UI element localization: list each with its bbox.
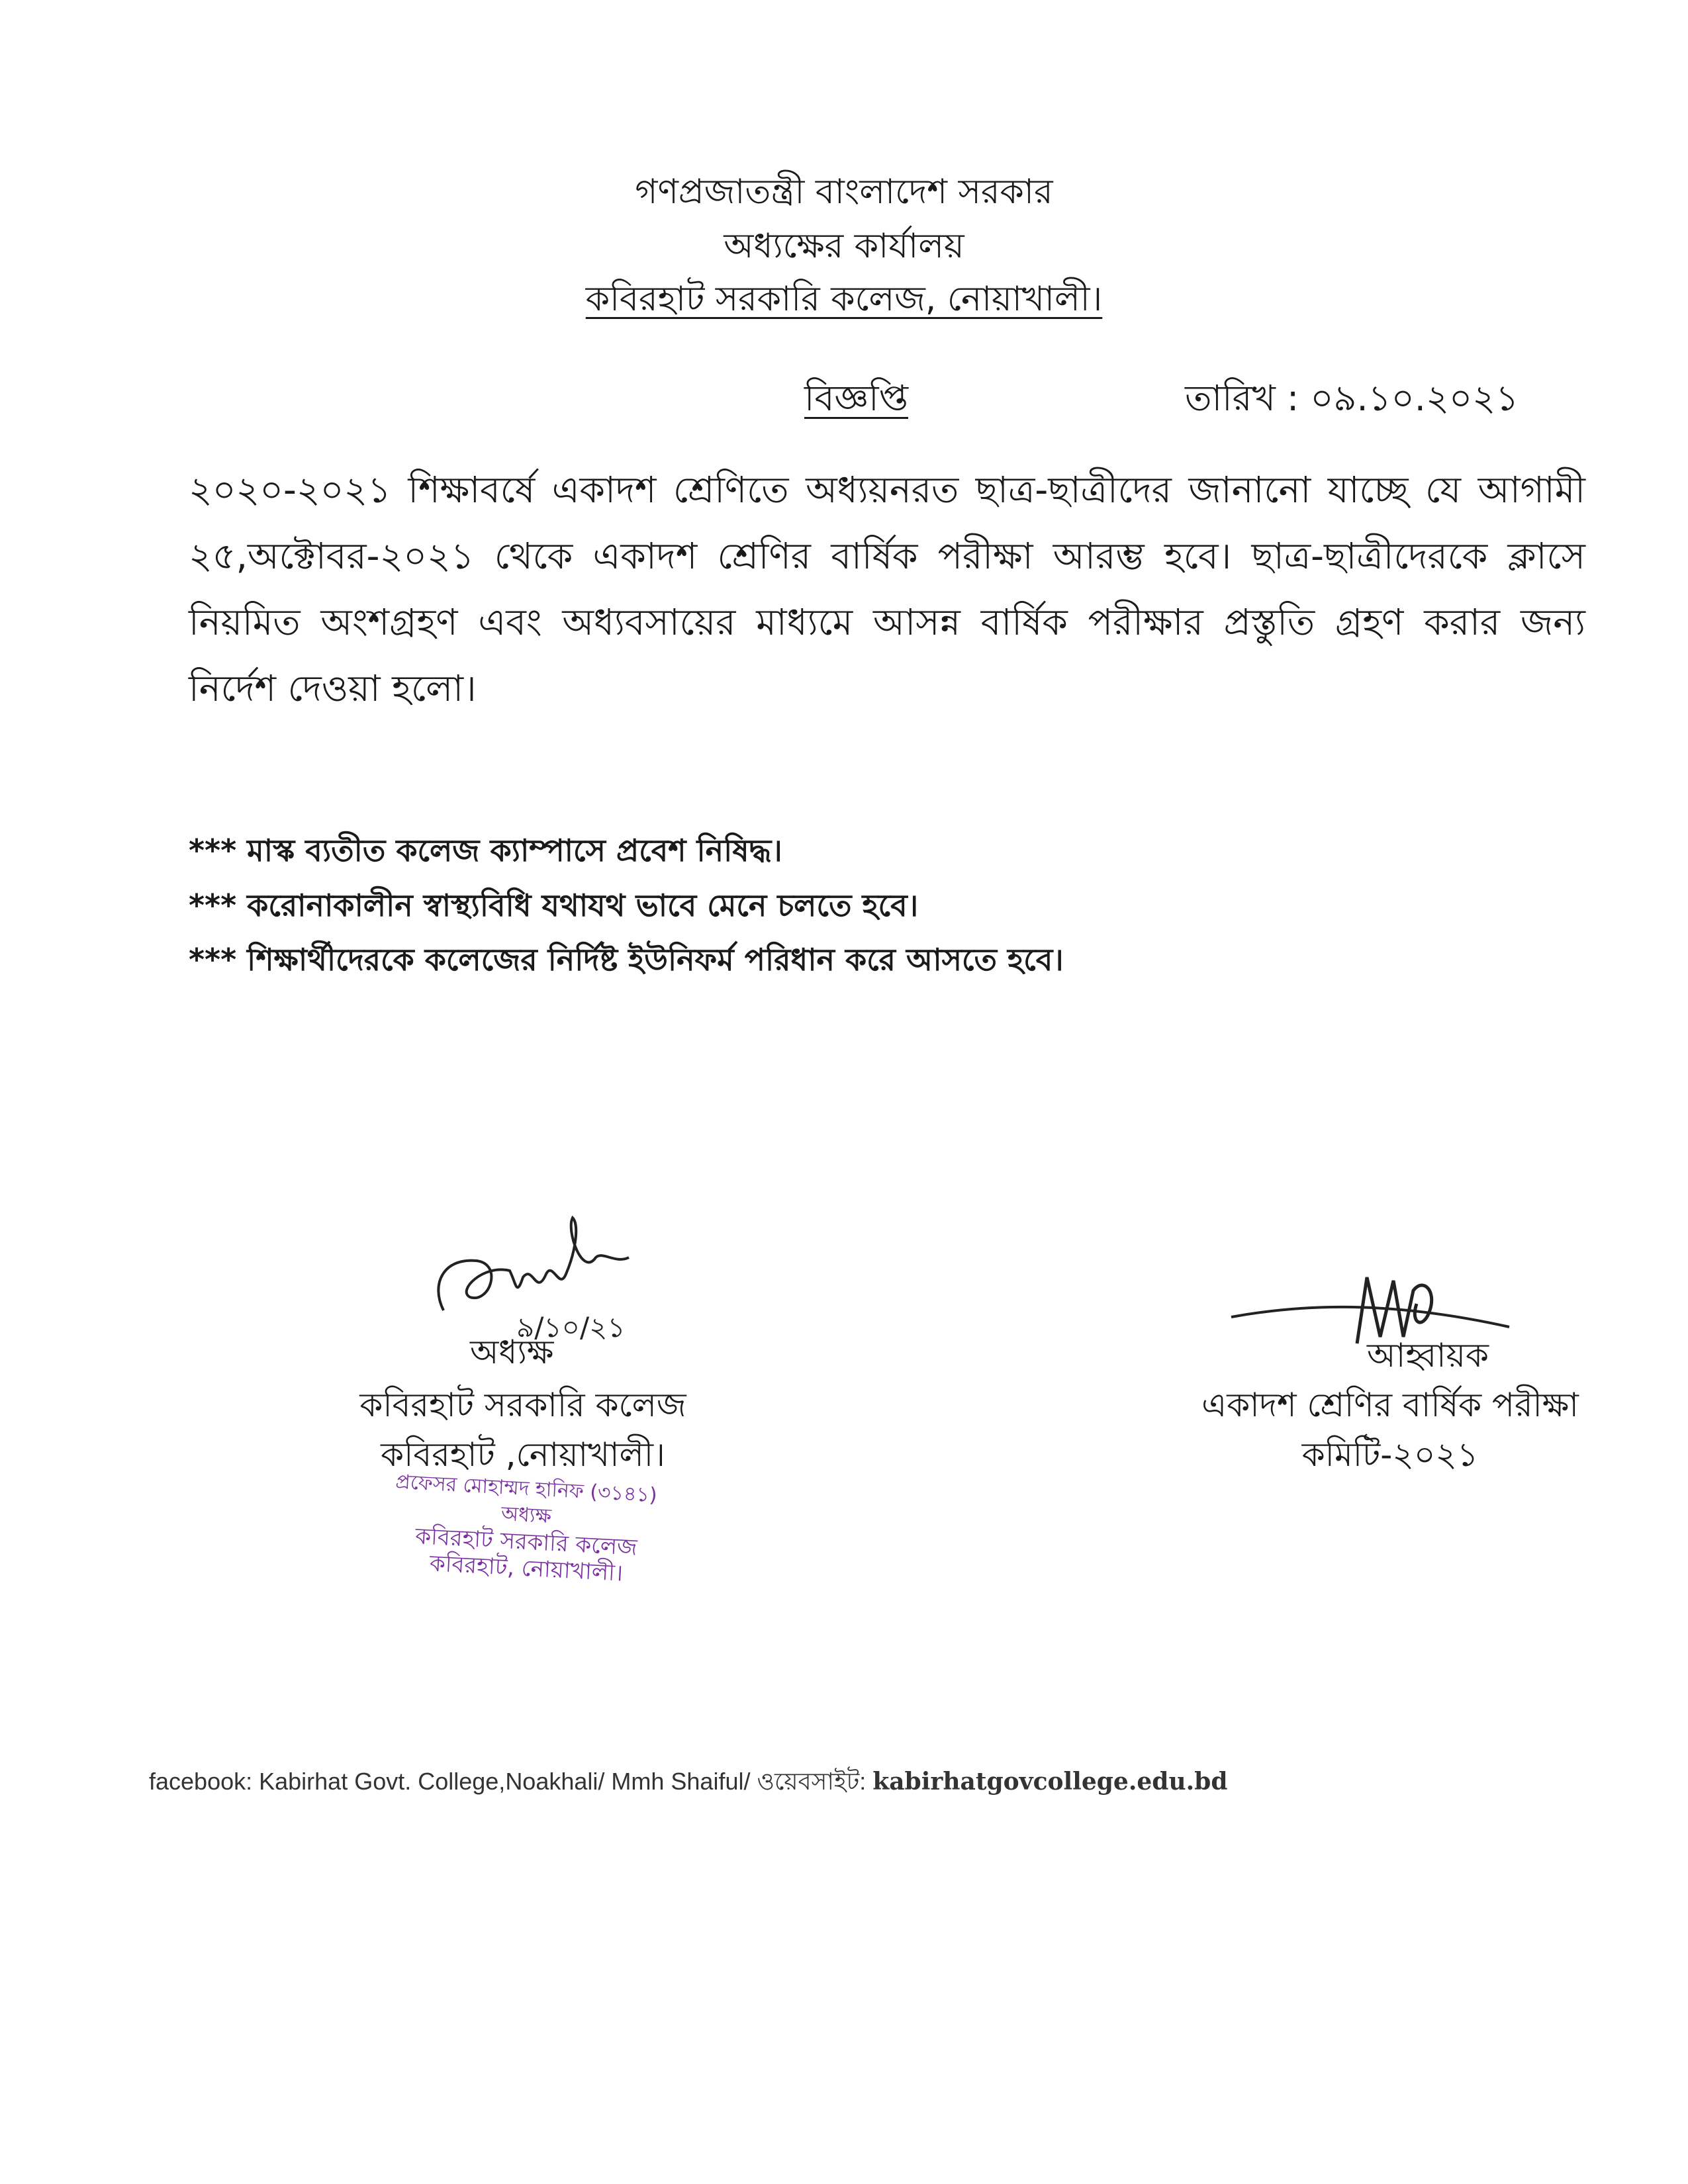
footer-website: kabirhatgovcollege.edu.bd bbox=[872, 1768, 1228, 1796]
signature-date: ৯/১০/২১ bbox=[516, 1311, 626, 1343]
principal-college: কবিরহাট সরকারি কলেজ bbox=[359, 1386, 686, 1424]
notice-date: তারিখ : ০৯.১০.২০২১ bbox=[1185, 377, 1519, 419]
footer-facebook: facebook: Kabirhat Govt. College,Noakhali/ Mmh Shaiful/ ওয়েবসাইট: bbox=[149, 1768, 873, 1795]
notice-title bbox=[804, 371, 908, 430]
header-college bbox=[0, 278, 1688, 320]
rule-item-uniform: *** শিক্ষার্থীদেরকে কলেজের নির্দিষ্ট ইউনিফর্ম পরিধান করে আসতে হবে। bbox=[189, 942, 1064, 978]
rule-item-health: *** করোনাকালীন স্বাস্থ্যবিধি যথাযথ ভাবে মেনে চলতে হবে। bbox=[189, 887, 919, 923]
notice-title-text: বিজ্ঞপ্তি bbox=[804, 377, 909, 419]
header-college-text: কবিরহাট সরকারি কলেজ, নোয়াখালী। bbox=[585, 279, 1103, 319]
stamp-college: কবিরহাট সরকারি কলেজ bbox=[414, 1523, 638, 1561]
header-government: গণপ্রজাতন্ত্রী বাংলাদেশ সরকার bbox=[635, 172, 1053, 212]
header-office: অধ্যক্ষের কার্যালয় bbox=[724, 226, 964, 266]
stamp-role: অধ্যক্ষ bbox=[500, 1502, 552, 1528]
convener-committee: একাদশ শ্রেণির বার্ষিক পরীক্ষা bbox=[1201, 1386, 1579, 1424]
convener-role: আহ্বায়ক bbox=[1367, 1336, 1489, 1375]
footer-contact bbox=[149, 1764, 1228, 1803]
official-stamp bbox=[367, 1470, 685, 1587]
convener-year: কমিটি-২০২১ bbox=[1301, 1435, 1479, 1474]
principal-role: অধ্যক্ষ bbox=[470, 1333, 554, 1371]
stamp-location: কবিরহাট, নোয়াখালী। bbox=[429, 1550, 624, 1587]
notice-body: ২০২০-২০২১ শিক্ষাবর্ষে একাদশ শ্রেণিতে অধ্যয়নরত ছাত্র-ছাত্রীদের জানানো যাচ্ছে যে আগামী ২৫,অক্টোবর-২০২১ থেকে একাদশ শ্রেণির বার্ষিক পরীক্ষা আরম্ভ হবে। ছাত্র-ছাত্রীদেরকে ক্লাসে নিয়মিত অংশগ্রহণ এবং অধ্যবসায়ের মাধ্যমে আসন্ন বার্ষিক পরীক্ষার প্রস্তুতি গ্রহণ করার জন্য নির্দেশ দেওয়া হলো। bbox=[189, 469, 1585, 709]
principal-location: কবিরহাট ,নোয়াখালী। bbox=[381, 1435, 665, 1474]
rule-item-mask: *** মাস্ক ব্যতীত কলেজ ক্যাম্পাসে প্রবেশ নিষিদ্ধ। bbox=[189, 833, 782, 868]
stamp-name: প্রফেসর মোহাম্মদ হানিফ (৩১৪১) bbox=[395, 1470, 658, 1508]
